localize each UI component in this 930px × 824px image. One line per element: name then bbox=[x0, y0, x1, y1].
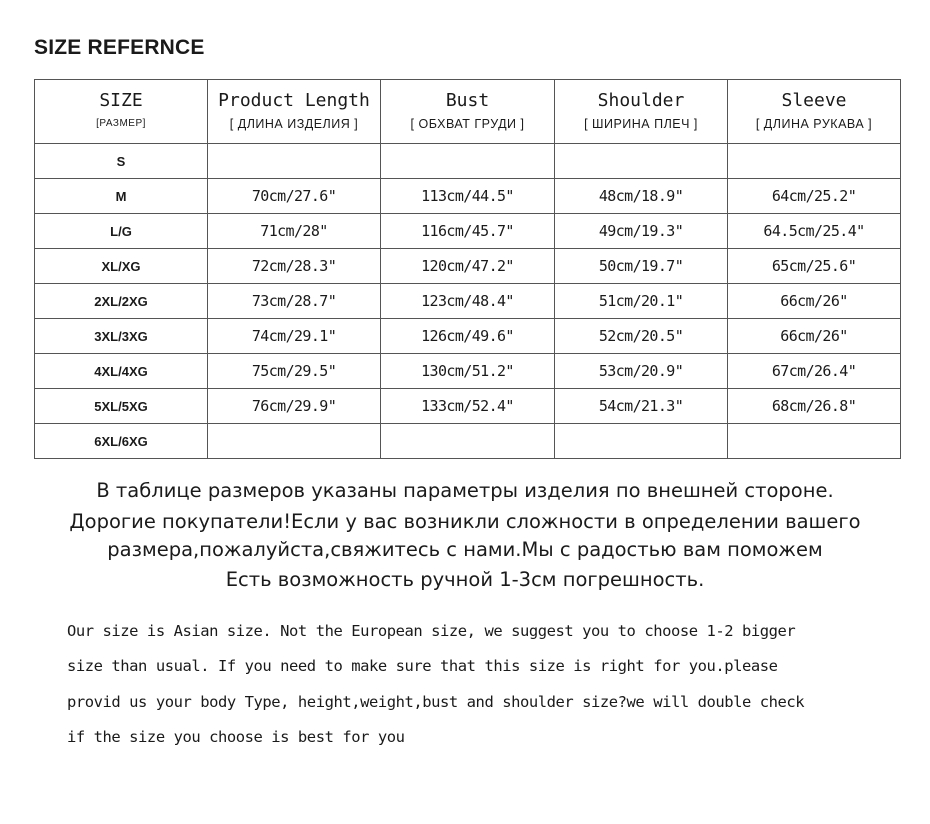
table-row bbox=[35, 354, 901, 389]
measurement-cell: 116cm/45.7" bbox=[381, 214, 555, 249]
header-label: Sleeve bbox=[781, 90, 847, 111]
header-sublabel: [ ДЛИНА РУКАВА ] bbox=[755, 117, 873, 131]
measurement-cell: 49cm/19.3" bbox=[555, 214, 728, 249]
measurement-cell: 66cm/26" bbox=[728, 284, 901, 319]
header-label: SIZE bbox=[99, 90, 143, 111]
russian-note-line: Есть возможность ручной 1-3см погрешность. bbox=[225, 568, 705, 591]
measurement-cell: 50cm/19.7" bbox=[555, 249, 728, 284]
size-label-cell: 2XL/2XG bbox=[35, 284, 208, 319]
measurement-cell: 64.5cm/25.4" bbox=[728, 214, 901, 249]
header-sublabel: [РАЗМЕР] bbox=[96, 118, 146, 129]
measurement-cell: 130cm/51.2" bbox=[381, 354, 555, 389]
size-label-cell: L/G bbox=[35, 214, 208, 249]
measurement-cell bbox=[208, 424, 381, 459]
measurement-cell: 66cm/26" bbox=[728, 319, 901, 354]
table-row bbox=[35, 179, 901, 214]
header-product-length bbox=[208, 80, 381, 144]
measurement-cell: 53cm/20.9" bbox=[555, 354, 728, 389]
size-label-cell: 3XL/3XG bbox=[35, 319, 208, 354]
russian-note-line: размера,пожалуйста,свяжитесь с нами.Мы с радостью вам поможем bbox=[107, 538, 823, 561]
measurement-cell: 74cm/29.1" bbox=[208, 319, 381, 354]
header-sublabel: [ ОБХВАТ ГРУДИ ] bbox=[410, 117, 525, 131]
table-body bbox=[35, 144, 901, 459]
measurement-cell bbox=[728, 424, 901, 459]
measurement-cell: 126cm/49.6" bbox=[381, 319, 555, 354]
measurement-cell: 70cm/27.6" bbox=[208, 179, 381, 214]
header-label: Bust bbox=[445, 90, 490, 111]
measurement-cell bbox=[381, 144, 555, 179]
table-row bbox=[35, 424, 901, 459]
measurement-cell: 67cm/26.4" bbox=[728, 354, 901, 389]
measurement-cell: 64cm/25.2" bbox=[728, 179, 901, 214]
size-chart-table bbox=[34, 79, 901, 459]
measurement-cell bbox=[728, 144, 901, 179]
size-label-cell: M bbox=[35, 179, 208, 214]
english-note-line: if the size you choose is best for you bbox=[67, 728, 405, 747]
header-shoulder bbox=[555, 80, 728, 144]
english-note-line: provid us your body Type, height,weight,bust and shoulder size?we will double check bbox=[67, 692, 805, 711]
measurement-cell: 133cm/52.4" bbox=[381, 389, 555, 424]
russian-note-line: Дорогие покупатели!Если у вас возникли сложности в определении вашего bbox=[69, 510, 861, 533]
measurement-cell bbox=[381, 424, 555, 459]
header-bust bbox=[381, 80, 555, 144]
measurement-cell: 65cm/25.6" bbox=[728, 249, 901, 284]
russian-note-line: В таблице размеров указаны параметры изделия по внешней стороне. bbox=[96, 479, 834, 502]
size-label-cell: XL/XG bbox=[35, 249, 208, 284]
measurement-cell: 48cm/18.9" bbox=[555, 179, 728, 214]
measurement-cell bbox=[208, 144, 381, 179]
measurement-cell: 76cm/29.9" bbox=[208, 389, 381, 424]
measurement-cell: 52cm/20.5" bbox=[555, 319, 728, 354]
measurement-cell: 113cm/44.5" bbox=[381, 179, 555, 214]
size-label-cell: S bbox=[35, 144, 208, 179]
table-row bbox=[35, 214, 901, 249]
measurement-cell: 54cm/21.3" bbox=[555, 389, 728, 424]
table-row bbox=[35, 249, 901, 284]
measurement-cell bbox=[555, 424, 728, 459]
measurement-cell: 123cm/48.4" bbox=[381, 284, 555, 319]
measurement-cell bbox=[555, 144, 728, 179]
size-label-cell: 5XL/5XG bbox=[35, 389, 208, 424]
english-note-line: size than usual. If you need to make sure that this size is right for you.please bbox=[67, 657, 778, 676]
size-label-cell: 4XL/4XG bbox=[35, 354, 208, 389]
header-label: Product Length bbox=[218, 90, 370, 111]
measurement-cell: 120cm/47.2" bbox=[381, 249, 555, 284]
measurement-cell: 72cm/28.3" bbox=[208, 249, 381, 284]
size-label-cell: 6XL/6XG bbox=[35, 424, 208, 459]
measurement-cell: 51cm/20.1" bbox=[555, 284, 728, 319]
table-header-row bbox=[35, 80, 901, 144]
table-row bbox=[35, 284, 901, 319]
english-note-line: Our size is Asian size. Not the European size, we suggest you to choose 1-2 bigger bbox=[67, 622, 796, 640]
table-row bbox=[35, 389, 901, 424]
header-sublabel: [ ШИРИНА ПЛЕЧ ] bbox=[584, 117, 698, 131]
measurement-cell: 75cm/29.5" bbox=[208, 354, 381, 389]
header-size bbox=[35, 80, 208, 144]
page-title: SIZE REFERNCE bbox=[34, 36, 205, 59]
header-sublabel: [ ДЛИНА ИЗДЕЛИЯ ] bbox=[229, 117, 359, 131]
table-row bbox=[35, 144, 901, 179]
header-sleeve bbox=[728, 80, 901, 144]
header-label: Shoulder bbox=[597, 90, 685, 111]
table-row bbox=[35, 319, 901, 354]
measurement-cell: 68cm/26.8" bbox=[728, 389, 901, 424]
measurement-cell: 73cm/28.7" bbox=[208, 284, 381, 319]
measurement-cell: 71cm/28" bbox=[208, 214, 381, 249]
